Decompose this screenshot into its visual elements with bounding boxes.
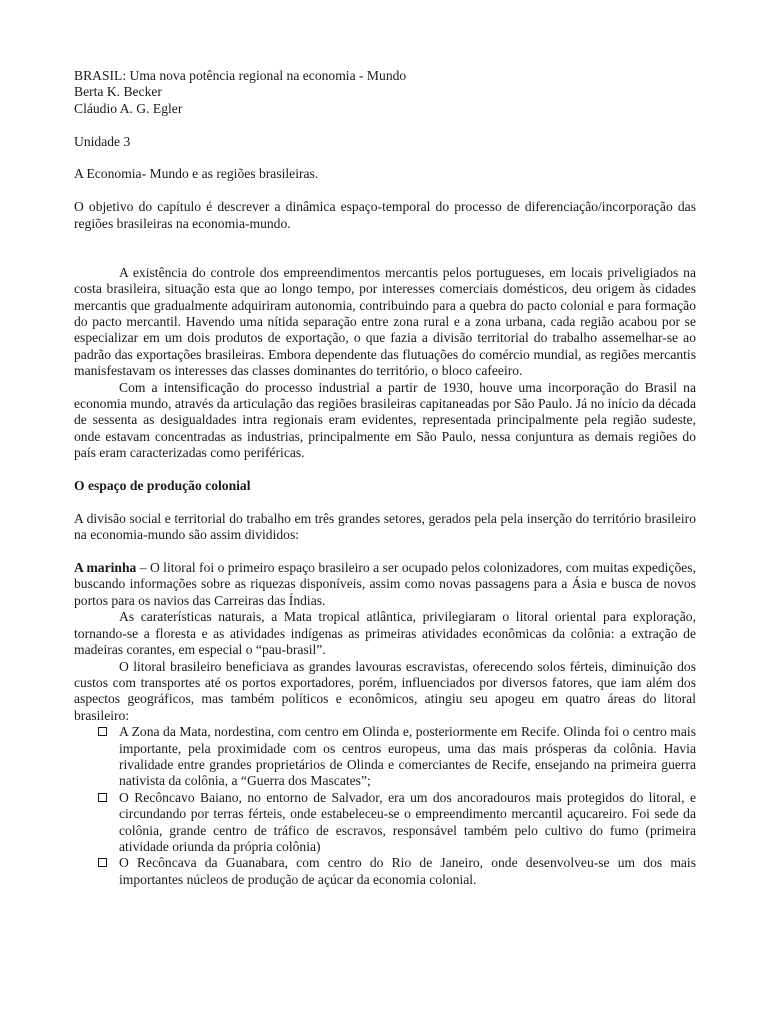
author-2: Cláudio A. G. Egler <box>74 100 183 116</box>
checkbox-bullet-icon <box>98 858 107 867</box>
list-item <box>74 855 696 888</box>
marinha-label: A marinha <box>74 560 137 576</box>
list-item-text: O Recôncava da Guanabara, com centro do Rio de Janeiro, onde desenvolveu-se um dos mais importantes núcleos de produção de açúcar da economia colonial. <box>119 855 696 887</box>
author-1: Berta K. Becker <box>74 84 162 100</box>
body-paragraph-4: O litoral brasileiro beneficiava as grandes lavouras escravistas, oferecendo solos férteis, diminuição dos custos com transportes até os portos exportadores, porém, influenciados por diversos fatores, que iam além dos aspectos geográficos, mas também políticos e econômicos, atingiu seu apogeu em quatro áreas do litoral brasileiro: <box>74 658 696 723</box>
document-page <box>74 68 696 888</box>
checkbox-bullet-icon <box>98 793 107 802</box>
marinha-paragraph <box>74 560 696 609</box>
marinha-text: – O litoral foi o primeiro espaço brasileiro a ser ocupado pelos colonizadores, com muitas expedições, buscando informações sobre as riquezas disponíveis, assim como novas passagens para a Ásia e busca de novos portos para os navios das Carreiras das Índias. <box>74 560 696 608</box>
chapter-title: A Economia- Mundo e as regiões brasileiras. <box>74 166 319 182</box>
objective-paragraph: O objetivo do capítulo é descrever a dinâmica espaço-temporal do processo de diferenciação/incorporação das regiões brasileiras na economia-mundo. <box>74 199 696 231</box>
body-paragraph-3: As caraterísticas naturais, a Mata tropical atlântica, privilegiaram o litoral oriental para exploração, tornando-se a floresta e as atividades indígenas as primeiras atividades econômicas da colônia: a extração de madeiras corantes, em especial o “pau-brasil”. <box>74 609 696 658</box>
body-paragraph-1: A existência do controle dos empreendimentos mercantis pelos portugueses, em locais priveligiados na costa brasileira, situação esta que ao longo tempo, por interesses comerciais domésticos, deu origem às cidades mercantis que gradualmente adquiriram autonomia, contribuindo para a quebra do pacto colonial e para formação do pacto mercantil. Havendo uma nítida separação entre zona rural e a zona urbana, cada região acabou por se especializar em um dois produtos de exportação, o que fazia a divisão territorial do trabalho assemelhar-se ao padrão das exportações brasileiras. Embora dependente das flutuações do comércio mundial, as regiões mercantis manisfestavam os interesses das classes dominantes do território, o bloco cafeeiro. <box>74 264 696 379</box>
division-paragraph: A divisão social e territorial do trabalho em três grandes setores, gerados pela pela inserção do território brasileiro na economia-mundo são assim divididos: <box>74 510 696 543</box>
body-paragraph-2: Com a intensificação do processo industrial a partir de 1930, houve uma incorporação do Brasil na economia mundo, através da articulação das regiões brasileiras capitaneadas por São Paulo. Já no início da década de sessenta as desigualdades intra regionais eram evidentes, representada principalmente pela região sudeste, onde estavam concentradas as industrias, principalmente em São Paulo, nessa conjuntura as demais regiões do país eram caracterizadas como periféricas. <box>74 379 696 461</box>
unit-label: Unidade 3 <box>74 133 131 149</box>
list-item-text: O Recôncavo Baiano, no entorno de Salvador, era um dos ancoradouros mais protegidos do litoral, e circundando por terras férteis, onde estabeleceu-se o empreendimento mercantil açucareiro. Foi sede da colônia, grande centro de tráfico de escravos, responsável também pelo cultivo do fumo (primeira atividade oriunda da própria colônia) <box>119 789 696 854</box>
list-item-text: A Zona da Mata, nordestina, com centro em Olinda e, posteriormente em Recife. Olinda foi o centro mais importante, pela proximidade com os centros europeus, uma das mais prósperas da colônia. Havia rivalidade entre grandes proprietários de Olinda e comerciantes de Recife, ensejando na primeira guerra nativista da colônia, a “Guerra dos Mascates”; <box>119 724 696 789</box>
list-item <box>74 790 696 856</box>
document-title: BRASIL: Uma nova potência regional na economia - Mundo <box>74 68 407 83</box>
list-item <box>74 724 696 790</box>
checkbox-bullet-icon <box>98 727 107 736</box>
section-heading: O espaço de produção colonial <box>74 478 251 494</box>
